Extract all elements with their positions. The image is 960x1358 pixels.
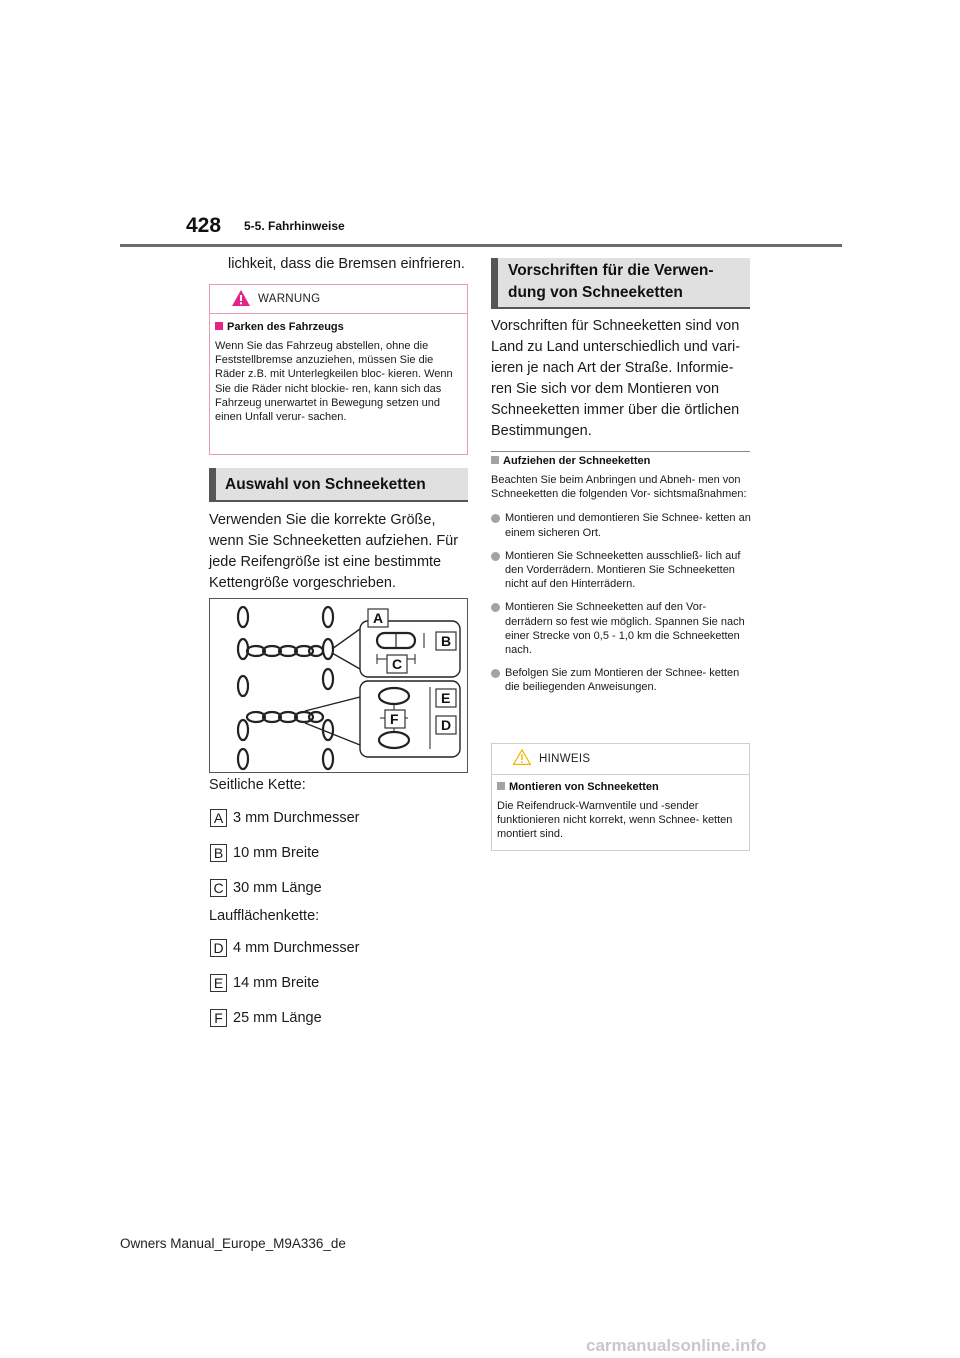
page-number: 428 <box>186 214 222 237</box>
key-label: B <box>210 844 227 862</box>
subsection-title-text: Aufziehen der Schneeketten <box>503 455 651 467</box>
chain-illustration <box>210 599 467 772</box>
warning-title-text: Parken des Fahrzeugs <box>227 321 344 333</box>
spec-value: 10 mm Breite <box>233 845 320 861</box>
divider <box>491 451 750 452</box>
warning-title <box>215 321 467 333</box>
warning-box <box>209 284 468 455</box>
bullet-dot-icon <box>491 669 500 678</box>
note-box <box>491 743 750 851</box>
heading-auswahl: Auswahl von Schneeketten <box>209 468 468 502</box>
note-title <box>497 781 749 793</box>
bullet-dot-icon <box>491 603 500 612</box>
spec-value: 4 mm Durchmesser <box>233 940 360 956</box>
footer-text: Owners Manual_Europe_M9A336_de <box>120 1236 346 1251</box>
warning-body: Wenn Sie das Fahrzeug abstellen, ohne die Feststellbremse anzuziehen, müssen Sie die Räder z.B. mit Unterlegkeilen bloc- kieren. Wenn Sie die Räder nicht blockie- ren, kann sich das Fahrzeug unerwartet in Bewegung setzen und einen Unfall verur- sachen. <box>215 340 453 424</box>
key-label: D <box>210 939 227 957</box>
caution-triangle-icon <box>513 749 531 765</box>
side-chain-heading: Seitliche Kette: <box>209 777 306 793</box>
warning-triangle-icon <box>232 290 250 306</box>
tread-chain-heading: Laufflächenkette: <box>209 908 320 924</box>
bullet-dot-icon <box>491 514 500 523</box>
key-label: E <box>210 974 227 992</box>
note-header <box>492 744 749 775</box>
continuation-text: lichkeit, dass die Bremsen einfrieren. <box>228 256 465 272</box>
key-label: C <box>210 879 227 897</box>
warning-label: WARNUNG <box>258 293 321 305</box>
spec-value: 25 mm Länge <box>233 1010 322 1026</box>
bullet-dot-icon <box>491 552 500 561</box>
chain-diagram <box>209 598 468 773</box>
square-bullet-icon <box>215 322 223 330</box>
note-title-text: Montieren von Schneeketten <box>509 781 659 793</box>
list-item <box>491 549 753 592</box>
spec-row <box>210 974 319 992</box>
note-body: Die Reifendruck-Warnventile und -sender funktionieren nicht korrekt, wenn Schnee- ketten montiert sind. <box>497 800 733 841</box>
subsection-intro: Beachten Sie beim Anbringen und Abneh- men von Schneeketten die folgenden Vor- sichtsmaßnahmen: <box>491 474 747 501</box>
heading-vorschriften: Vorschriften für die Verwen- dung von Schneeketten <box>491 258 750 309</box>
diagram-label-b: B <box>441 633 452 649</box>
diagram-label-d: D <box>441 717 452 733</box>
square-bullet-icon <box>497 782 505 790</box>
diagram-label-e: E <box>441 690 451 706</box>
paragraph-vorschriften: Vorschriften für Schneeketten sind von Land zu Land unterschiedlich und vari- ieren je nach Art der Straße. Informie- ren Sie sich vor dem Montieren von Schneeketten immer über die örtlichen Bestimmungen. <box>491 318 741 439</box>
note-label: HINWEIS <box>539 753 591 765</box>
diagram-label-c: C <box>392 656 403 672</box>
list-item <box>491 666 753 694</box>
list-item-text: Befolgen Sie zum Montieren der Schnee- ketten die beiliegenden Anweisungen. <box>505 667 740 694</box>
spec-value: 14 mm Breite <box>233 975 320 991</box>
diagram-label-a: A <box>373 610 384 626</box>
diagram-label-f: F <box>390 711 399 727</box>
spec-row <box>210 879 322 897</box>
list-item-text: Montieren und demontieren Sie Schnee- ketten an einem sicheren Ort. <box>505 512 751 539</box>
list-item-text: Montieren Sie Schneeketten auf den Vor- derrädern so fest wie möglich. Spannen Sie nach einer Strecke von 0,5 - 1,0 km die Schneeketten nach. <box>505 601 745 657</box>
key-label: F <box>210 1009 227 1027</box>
spec-row <box>210 809 360 827</box>
key-label: A <box>210 809 227 827</box>
watermark: carmanualsonline.info <box>586 1336 767 1355</box>
list-item <box>491 511 753 539</box>
spec-row <box>210 844 319 862</box>
warning-header <box>210 285 467 314</box>
section-title: 5-5. Fahrhinweise <box>244 219 345 233</box>
square-bullet-icon <box>491 456 499 464</box>
header-rule <box>120 244 842 247</box>
spec-value: 30 mm Länge <box>233 880 322 896</box>
spec-row <box>210 939 360 957</box>
list-item-text: Montieren Sie Schneeketten ausschließ- lich auf den Vorderrädern. Montieren Sie Schneeketten nicht auf den Hinterrädern. <box>505 549 741 591</box>
subsection <box>491 455 753 695</box>
subsection-title <box>491 455 753 467</box>
list-item <box>491 600 753 657</box>
paragraph-auswahl: Verwenden Sie die korrekte Größe, wenn Sie Schneeketten aufziehen. Für jede Reifengröße ist eine bestimmte Kettengröße vorgeschrieben. <box>209 512 459 591</box>
spec-value: 3 mm Durchmesser <box>233 810 360 826</box>
spec-row <box>210 1009 322 1027</box>
